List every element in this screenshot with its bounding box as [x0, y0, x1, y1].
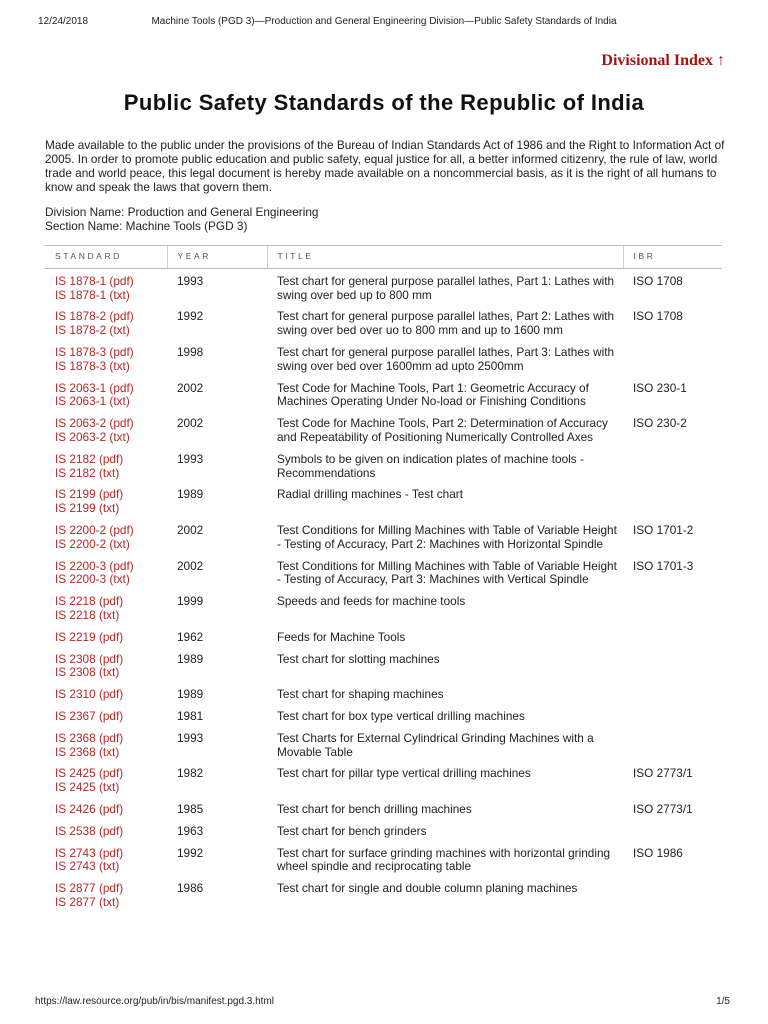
- pdf-link[interactable]: IS 1878-2 (pdf): [55, 309, 134, 324]
- txt-link[interactable]: IS 2182 (txt): [55, 465, 120, 480]
- table-row: [45, 823, 722, 845]
- cell-year: 1999: [177, 594, 204, 609]
- pdf-link[interactable]: IS 2200-2 (pdf): [55, 522, 134, 537]
- txt-link[interactable]: IS 2063-1 (txt): [55, 394, 130, 409]
- cell-ibr: ISO 1708: [633, 273, 683, 288]
- cell-standard: [45, 268, 167, 308]
- table-header-row: [45, 246, 722, 269]
- table-row: [45, 268, 722, 308]
- pdf-link[interactable]: IS 2425 (pdf): [55, 766, 124, 781]
- cell-ibr: ISO 2773/1: [633, 766, 693, 781]
- table-row: [45, 344, 722, 380]
- cell-year: 2002: [177, 416, 204, 431]
- txt-link[interactable]: IS 2199 (txt): [55, 501, 120, 516]
- print-url: https://law.resource.org/pub/in/bis/manifest.pgd.3.html: [35, 996, 275, 1007]
- pdf-link[interactable]: IS 2182 (pdf): [55, 451, 124, 466]
- cell-standard: [45, 845, 167, 881]
- cell-standard: [45, 801, 167, 823]
- cell-title: Test Charts for External Cylindrical Grinding Machines with a Movable Table: [277, 730, 594, 759]
- table-row: [45, 765, 722, 801]
- cell-title: Test chart for box type vertical drilling machines: [277, 708, 525, 723]
- header-standard: STANDARD: [45, 246, 167, 269]
- print-date: 12/24/2018: [38, 16, 89, 27]
- cell-ibr: ISO 2773/1: [633, 801, 693, 816]
- cell-standard: [45, 486, 167, 522]
- txt-link[interactable]: IS 2063-2 (txt): [55, 429, 130, 444]
- header-title: TITLE: [267, 246, 623, 269]
- txt-link[interactable]: IS 2218 (txt): [55, 607, 120, 622]
- pdf-link[interactable]: IS 2200-3 (pdf): [55, 558, 134, 573]
- print-doc-title: Machine Tools (PGD 3)—Production and General Engineering Division—Public Safety Standards of India: [151, 16, 617, 27]
- cell-title: Feeds for Machine Tools: [277, 629, 406, 644]
- cell-title: Test chart for general purpose parallel lathes, Part 3: Lathes with swing over bed over 1600mm ad upto 2500mm: [277, 344, 615, 373]
- table-row: [45, 558, 722, 594]
- cell-standard: [45, 880, 167, 916]
- cell-title: Test chart for general purpose parallel lathes, Part 2: Lathes with swing over bed over uo to 800 mm and up to 1600 mm: [277, 309, 615, 338]
- page-number: 1/5: [716, 996, 730, 1007]
- cell-year: 2002: [177, 380, 204, 395]
- intro-paragraph: Made available to the public under the provisions of the Bureau of Indian Standards Act of 1986 and the Right to Information Act of 2005. In order to promote public education and public safety, equal justice for all, a better informed citizenry, the rule of law, world trade and world peace, this legal document is hereby made available on a noncommercial basis, as it is the right of all humans to know and speak the laws that govern them.: [45, 138, 725, 194]
- standards-table: [45, 245, 722, 916]
- table-row: [45, 730, 722, 766]
- table-row: [45, 451, 722, 487]
- cell-standard: [45, 415, 167, 451]
- print-header: [0, 16, 768, 30]
- page-title: Public Safety Standards of the Republic of India: [123, 90, 645, 115]
- table-row: [45, 686, 722, 708]
- cell-year: 1993: [177, 730, 204, 745]
- txt-link[interactable]: IS 1878-1 (txt): [55, 287, 130, 302]
- cell-ibr: ISO 230-1: [633, 380, 687, 395]
- pdf-link[interactable]: IS 2310 (pdf): [55, 687, 124, 702]
- txt-link[interactable]: IS 2425 (txt): [55, 780, 120, 795]
- cell-title: Test chart for single and double column planing machines: [277, 881, 578, 896]
- txt-link[interactable]: IS 1878-2 (txt): [55, 323, 130, 338]
- pdf-link[interactable]: IS 2743 (pdf): [55, 845, 124, 860]
- cell-title: Test chart for slotting machines: [277, 651, 440, 666]
- cell-title: Test chart for general purpose parallel lathes, Part 1: Lathes with swing over bed up to 800 mm: [277, 273, 615, 302]
- pdf-link[interactable]: IS 2308 (pdf): [55, 651, 124, 666]
- cell-title: Symbols to be given on indication plates of machine tools - Recommendations: [277, 451, 584, 480]
- table-row: [45, 415, 722, 451]
- cell-ibr: [623, 451, 722, 487]
- cell-ibr: [623, 593, 722, 629]
- pdf-link[interactable]: IS 1878-3 (pdf): [55, 344, 134, 359]
- pdf-link[interactable]: IS 2877 (pdf): [55, 881, 124, 896]
- cell-standard: [45, 629, 167, 651]
- cell-standard: [45, 651, 167, 687]
- table-row: [45, 629, 722, 651]
- table-row: [45, 801, 722, 823]
- cell-year: 1986: [177, 881, 204, 896]
- cell-year: 1992: [177, 309, 204, 324]
- division-name: Division Name: Production and General Engineering: [45, 205, 319, 219]
- pdf-link[interactable]: IS 2219 (pdf): [55, 629, 124, 644]
- table-row: [45, 845, 722, 881]
- cell-year: 1998: [177, 344, 204, 359]
- cell-standard: [45, 308, 167, 344]
- cell-standard: [45, 708, 167, 730]
- cell-standard: [45, 451, 167, 487]
- cell-year: 1989: [177, 651, 204, 666]
- txt-link[interactable]: IS 2368 (txt): [55, 744, 120, 759]
- cell-year: 1985: [177, 801, 204, 816]
- txt-link[interactable]: IS 2877 (txt): [55, 894, 120, 909]
- header-year: YEAR: [167, 246, 267, 269]
- table-row: [45, 380, 722, 416]
- cell-ibr: [623, 344, 722, 380]
- divisional-index-link[interactable]: Divisional Index ↑: [601, 52, 725, 69]
- cell-year: 1989: [177, 487, 204, 502]
- cell-title: Test chart for bench grinders: [277, 823, 427, 838]
- pdf-link[interactable]: IS 2538 (pdf): [55, 823, 124, 838]
- cell-standard: [45, 558, 167, 594]
- table-row: [45, 522, 722, 558]
- header-ibr: IBR: [623, 246, 722, 269]
- pdf-link[interactable]: IS 2368 (pdf): [55, 730, 124, 745]
- cell-standard: [45, 593, 167, 629]
- pdf-link[interactable]: IS 2426 (pdf): [55, 801, 124, 816]
- cell-ibr: ISO 1708: [633, 309, 683, 324]
- table-row: [45, 708, 722, 730]
- cell-year: 2002: [177, 522, 204, 537]
- txt-link[interactable]: IS 1878-3 (txt): [55, 358, 130, 373]
- cell-title: Test chart for pillar type vertical drilling machines: [277, 766, 531, 781]
- cell-ibr: ISO 1986: [633, 845, 683, 860]
- cell-ibr: [623, 880, 722, 916]
- table-row: [45, 486, 722, 522]
- cell-ibr: [623, 486, 722, 522]
- cell-ibr: [623, 686, 722, 708]
- table-row: [45, 651, 722, 687]
- cell-ibr: ISO 230-2: [633, 416, 687, 431]
- cell-year: 1993: [177, 273, 204, 288]
- cell-standard: [45, 765, 167, 801]
- cell-standard: [45, 686, 167, 708]
- cell-year: 1993: [177, 451, 204, 466]
- pdf-link[interactable]: IS 1878-1 (pdf): [55, 273, 134, 288]
- cell-title: Test Code for Machine Tools, Part 2: Determination of Accuracy and Repeatability of Positioning Numerically Controlled Axes: [277, 416, 608, 444]
- pdf-link[interactable]: IS 2218 (pdf): [55, 594, 124, 609]
- cell-title: Radial drilling machines - Test chart: [277, 487, 463, 502]
- cell-title: Test Code for Machine Tools, Part 1: Geometric Accuracy of Machines Operating Under No-load or Finishing Conditions: [277, 380, 589, 409]
- cell-standard: [45, 823, 167, 845]
- pdf-link[interactable]: IS 2063-2 (pdf): [55, 416, 134, 431]
- cell-standard: [45, 344, 167, 380]
- cell-year: 1989: [177, 687, 204, 702]
- cell-title: Test Conditions for Milling Machines with Table of Variable Height - Testing of Accuracy, Part 2: Machines with Horizontal Spindle: [277, 522, 617, 551]
- cell-standard: [45, 730, 167, 766]
- cell-year: 1982: [177, 766, 204, 781]
- cell-title: Test Conditions for Milling Machines with Table of Variable Height - Testing of Accuracy, Part 3: Machines with Vertical Spindle: [277, 558, 617, 587]
- cell-ibr: [623, 629, 722, 651]
- table-row: [45, 308, 722, 344]
- cell-title: Test chart for bench drilling machines: [277, 801, 472, 816]
- cell-year: 1963: [177, 823, 204, 838]
- pdf-link[interactable]: IS 2063-1 (pdf): [55, 380, 134, 395]
- txt-link[interactable]: IS 2200-2 (txt): [55, 536, 130, 551]
- print-footer: [0, 996, 768, 1010]
- table-row: [45, 880, 722, 916]
- pdf-link[interactable]: IS 2199 (pdf): [55, 487, 124, 502]
- cell-year: 1992: [177, 845, 204, 860]
- cell-ibr: ISO 1701-3: [633, 558, 694, 573]
- cell-ibr: ISO 1701-2: [633, 522, 694, 537]
- cell-ibr: [623, 708, 722, 730]
- cell-title: Test chart for surface grinding machines with horizontal grinding wheel spindle and reciprocating table: [277, 845, 611, 874]
- txt-link[interactable]: IS 2743 (txt): [55, 859, 120, 874]
- txt-link[interactable]: IS 2200-3 (txt): [55, 572, 130, 587]
- cell-title: Test chart for shaping machines: [277, 687, 444, 702]
- cell-year: 2002: [177, 558, 204, 573]
- cell-ibr: [623, 730, 722, 766]
- cell-year: 1981: [177, 708, 204, 723]
- section-name: Section Name: Machine Tools (PGD 3): [45, 219, 248, 233]
- cell-standard: [45, 522, 167, 558]
- cell-standard: [45, 380, 167, 416]
- cell-ibr: [623, 651, 722, 687]
- txt-link[interactable]: IS 2308 (txt): [55, 665, 120, 680]
- cell-title: Speeds and feeds for machine tools: [277, 594, 466, 609]
- cell-ibr: [623, 823, 722, 845]
- pdf-link[interactable]: IS 2367 (pdf): [55, 708, 124, 723]
- cell-year: 1962: [177, 629, 204, 644]
- table-row: [45, 593, 722, 629]
